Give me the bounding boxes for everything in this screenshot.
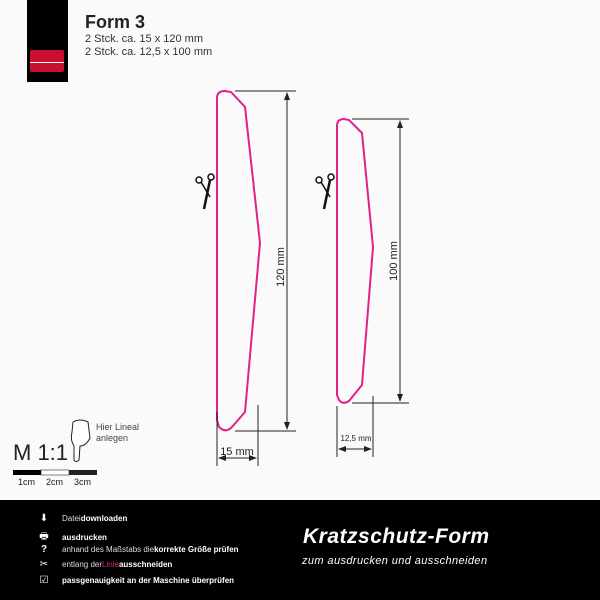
- ruler-label: 3cm: [74, 477, 92, 487]
- width-label-large: 15 mm: [220, 446, 254, 458]
- scissors-icon: [316, 174, 334, 209]
- step-text-highlight: Linie: [102, 560, 119, 569]
- ruler-label: 2cm: [46, 477, 64, 487]
- printer-icon: 🖶: [39, 531, 49, 542]
- height-label-large: 120 mm: [275, 247, 287, 287]
- checkbox-icon: ☑: [39, 575, 49, 586]
- step-download: [34, 513, 127, 524]
- step-text-bold: ausdrucken: [62, 533, 107, 542]
- question-icon: ?: [40, 544, 48, 555]
- spec-line-1: 2 Stck. ca. 15 x 120 mm: [85, 33, 203, 45]
- step-text: Datei: [62, 514, 81, 523]
- ruler-segment: [41, 470, 69, 475]
- step-text: entlang der: [62, 560, 103, 569]
- footer-banner: [0, 500, 600, 600]
- ruler-hint: [96, 422, 139, 444]
- step-text-bold: korrekte Größe prüfen: [154, 545, 239, 554]
- step-text-bold: passgenauigkeit an der Maschine überprüfen: [62, 576, 235, 585]
- ruler-hint-line: Hier Lineal: [96, 422, 140, 432]
- ruler-label: 1cm: [18, 477, 36, 487]
- scissors-icon: ✂: [39, 559, 49, 570]
- step-text-bold: ausschneiden: [118, 560, 173, 569]
- cut-outline-small: [337, 119, 373, 403]
- brand-title: Kratzschutz-Form: [303, 525, 490, 548]
- step-cut: [34, 559, 172, 570]
- scissors-icon: [196, 174, 214, 209]
- width-label-small: 12,5 mm: [340, 434, 372, 443]
- page-title: Form 3: [85, 12, 146, 32]
- scale-label: M 1:1: [13, 440, 69, 465]
- ruler-segment: [69, 470, 97, 475]
- height-label-small: 100 mm: [388, 241, 400, 281]
- cut-outline-large: [217, 91, 260, 430]
- ruler-segment: [13, 470, 41, 475]
- pointing-hand-icon: [71, 420, 90, 462]
- step-verify: [34, 575, 234, 586]
- download-icon: ⬇: [39, 513, 49, 524]
- spec-line-2: 2 Stck. ca. 12,5 x 100 mm: [85, 46, 213, 58]
- step-text-bold: downloaden: [80, 514, 128, 523]
- ruler-hint-line: anlegen: [96, 433, 129, 443]
- brand-subtitle: zum ausdrucken und ausschneiden: [302, 555, 488, 567]
- step-text: anhand des Maßstabs die: [62, 545, 155, 554]
- step-check-size: [34, 544, 239, 555]
